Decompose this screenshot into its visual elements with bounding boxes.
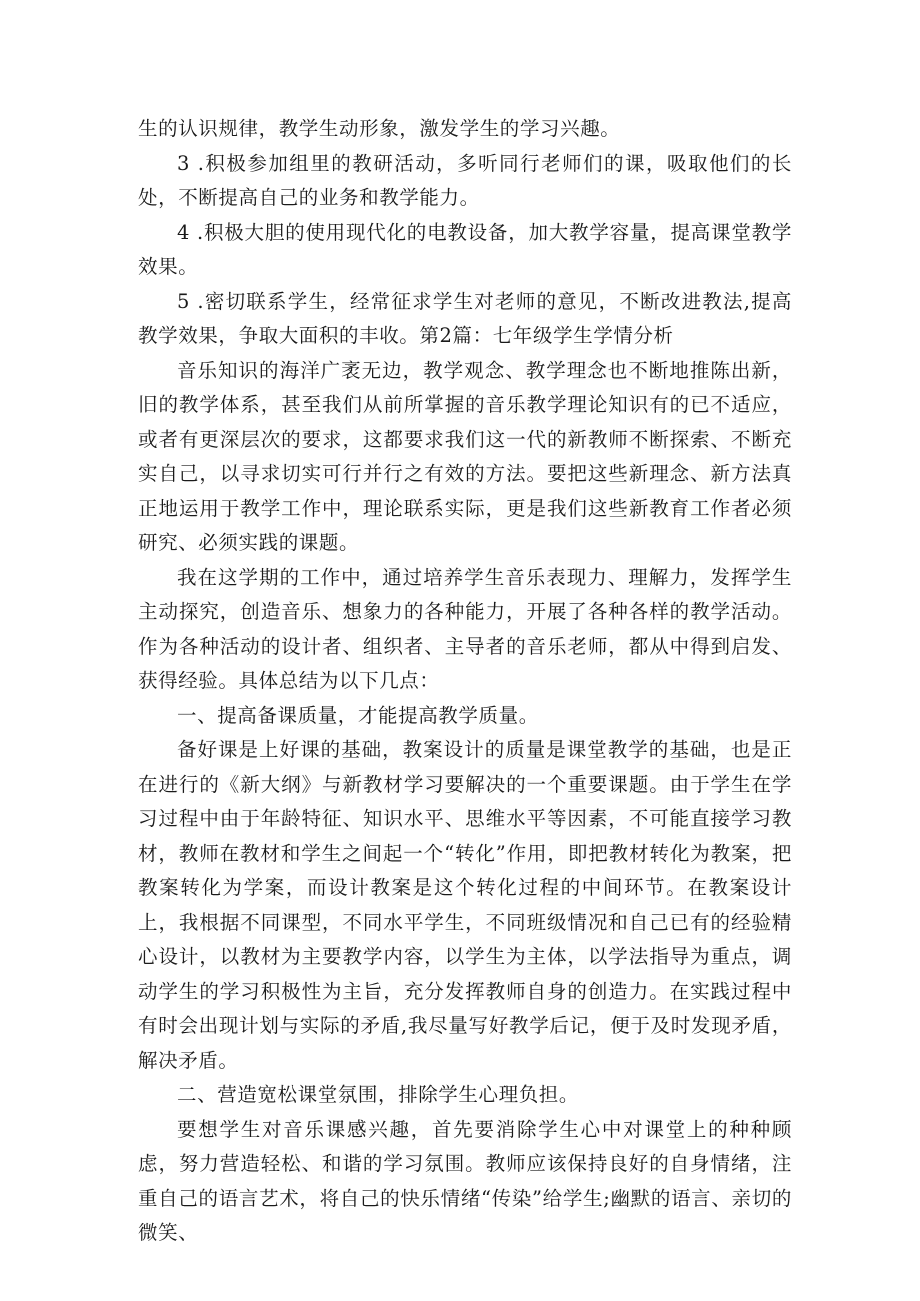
paragraph-lesson-prep: 备好课是上好课的基础，教案设计的质量是课堂教学的基础，也是正在进行的《新大纲》与新教材学习要解决的一个重要课题。由于学生在学习过程中由于年龄特征、知识水平、思维水平等因素，不可能直接学习教材，教师在教材和学生之间起一个“转化”作用，即把教材转化为教案，把教案转化为学案，而设计教案是这个转化过程的中间环节。在教案设计上，我根据不同课型，不同水平学生，不同班级情况和自己已有的经验精心设计，以教材为主要教学内容，以学生为主体，以学法指导为重点，调动学生的学习积极性为主旨，充分发挥教师自身的创造力。在实践过程中有时会出现计划与实际的矛盾,我尽量写好教学后记，便于及时发现矛盾，解决矛盾。 [138, 738, 792, 1072]
section-heading-1: 一、提高备课质量，才能提高教学质量。 [177, 703, 539, 727]
paragraph-summary: 我在这学期的工作中，通过培养学生音乐表现力、理解力，发挥学生主动探究，创造音乐、想象力的各种能力，开展了各种各样的教学活动。作为各种活动的设计者、组织者、主导者的音乐老师，都从中得到启发、获得经验。具体总结为以下几点： [138, 565, 792, 692]
section-heading-2: 二、营造宽松课堂氛围，排除学生心理负担。 [177, 1083, 580, 1106]
paragraph-item-3: 3 .积极参加组里的教研活动，多听同行老师们的课，吸取他们的长处，不断提高自己的业务和教学能力。 [138, 151, 792, 209]
paragraph-item-5: 5 .密切联系学生，经常征求学生对老师的意见，不断改进教法,提高教学效果，争取大面积的丰收。第2篇：七年级学生学情分析 [138, 289, 792, 347]
paragraph-atmosphere: 要想学生对音乐课感兴趣，首先要消除学生心中对课堂上的种种顾虑，努力营造轻松、和谐的学习氛围。教师应该保持良好的自身情绪，注重自己的语言艺术，将自己的快乐情绪“传染”给学生;幽默的语言、亲切的微笑、 [138, 1117, 792, 1244]
paragraph-item-4: 4 .积极大胆的使用现代化的电教设备，加大教学容量，提高课堂教学效果。 [138, 220, 792, 278]
document-body [138, 112, 792, 1251]
paragraph-1: 生的认识规律，教学生动形象，激发学生的学习兴趣。 [138, 117, 621, 140]
paragraph-intro: 音乐知识的海洋广袤无边，教学观念、教学理念也不断地推陈出新，旧的教学体系，甚至我们从前所掌握的音乐教学理论知识有的已不适应，或者有更深层次的要求，这都要求我们这一代的新教师不断探索、不断充实自己，以寻求切实可行并行之有效的方法。要把这些新理念、新方法真正地运用于教学工作中，理论联系实际，更是我们这些新教育工作者必须研究、必须实践的课题。 [138, 358, 792, 554]
